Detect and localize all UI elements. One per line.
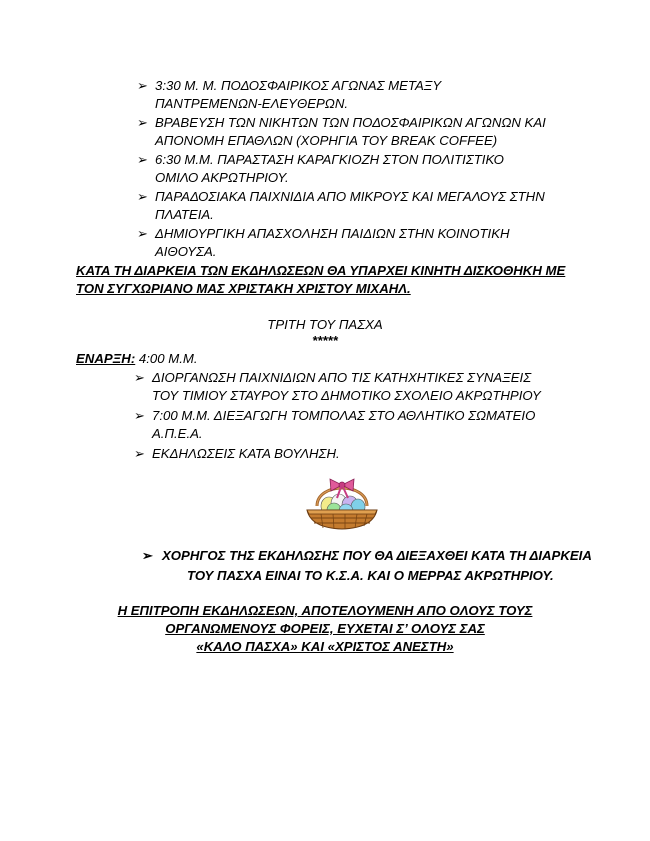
disco-notice: ΚΑΤΑ ΤΗ ΔΙΑΡΚΕΙΑ ΤΩΝ ΕΚΔΗΛΩΣΕΩΝ ΘΑ ΥΠΑΡΧΕΙ ΚΙΝΗΤΗ ΔΙΣΚΟΘΗΚΗ ΜΕ ΤΟΝ ΣΥΓΧΩΡΙΑΝΟ ΜΑΣ ΧΡΙΣΤΑΚΗ ΧΡΙΣΤΟΥ ΜΙΧΑΗΛ. [76, 263, 566, 296]
list-item-text: ΔΗΜΙΟΥΡΓΙΚΗ ΑΠΑΣΧΟΛΗΣΗ ΠΑΙΔΙΩΝ ΣΤΗΝ ΚΟΙΝΟΤΙΚΗ ΑΙΘΟΥΣΑ. [155, 226, 510, 259]
arrow-bullet-icon: ➢ [137, 78, 148, 93]
arrow-bullet-icon: ➢ [134, 446, 145, 461]
list-item [137, 225, 547, 261]
start-time-line [76, 350, 376, 368]
arrow-bullet-icon: ➢ [134, 370, 145, 385]
list-item-text: ΠΑΡΑΔΟΣΙΑΚΑ ΠΑΙΧΝΙΔΙΑ ΑΠΟ ΜΙΚΡΟΥΣ ΚΑΙ ΜΕΓΑΛΟΥΣ ΣΤΗΝ ΠΛΑΤΕΙΑ. [155, 189, 545, 222]
list-item [134, 407, 554, 443]
closing-line-2: ΟΡΓΑΝΩΜΕΝΟΥΣ ΦΟΡΕΙΣ, ΕΥΧΕΤΑΙ Σ’ ΟΛΟΥΣ ΣΑΣ [165, 621, 485, 636]
arrow-bullet-icon: ➢ [137, 152, 148, 167]
arrow-bullet-icon: ➢ [137, 189, 148, 204]
list-item-text: ΒΡΑΒΕΥΣΗ ΤΩΝ ΝΙΚΗΤΩΝ ΤΩΝ ΠΟΔΟΣΦΑΙΡΙΚΩΝ ΑΓΩΝΩΝ ΚΑΙ ΑΠΟΝΟΜΗ ΕΠΑΘΛΩΝ (ΧΟΡΗΓΙΑ ΤΟΥ BREAK COFFEE) [155, 115, 546, 148]
closing-line-3: «ΚΑΛΟ ΠΑΣΧΑ» ΚΑΙ «ΧΡΙΣΤΟΣ ΑΝΕΣΤΗ» [196, 639, 454, 654]
arrow-bullet-icon: ➢ [142, 548, 153, 563]
list-item-text: ΔΙΟΡΓΑΝΩΣΗ ΠΑΙΧΝΙΔΙΩΝ ΑΠΟ ΤΙΣ ΚΑΤΗΧΗΤΙΚΕΣ ΣΥΝΑΞΕΙΣ ΤΟΥ ΤΙΜΙΟΥ ΣΤΑΥΡΟΥ ΣΤΟ ΔΗΜΟΤΙΚΟ ΣΧΟΛΕΙΟ ΑΚΡΩΤΗΡΙΟΥ [152, 370, 541, 403]
closing-line-1: Η ΕΠΙΤΡΟΠΗ ΕΚΔΗΛΩΣΕΩΝ, ΑΠΟΤΕΛΟΥΜΕΝΗ ΑΠΟ ΟΛΟΥΣ ΤΟΥΣ [117, 603, 533, 618]
sponsor-note [142, 547, 612, 585]
list-item-text: ΕΚΔΗΛΩΣΕΙΣ ΚΑΤΑ ΒΟΥΛΗΣΗ. [152, 446, 340, 461]
sponsor-line-1: ΧΟΡΗΓΟΣ ΤΗΣ ΕΚΔΗΛΩΣΗΣ ΠΟΥ ΘΑ ΔΙΕΞΑΧΘΕΙ ΚΑΤΑ ΤΗ ΔΙΑΡΚΕΙΑ [162, 548, 592, 563]
arrow-bullet-icon: ➢ [137, 115, 148, 130]
list-item [137, 77, 547, 113]
arrow-bullet-icon: ➢ [137, 226, 148, 241]
stars-divider: ***** [312, 333, 338, 348]
arrow-bullet-icon: ➢ [134, 408, 145, 423]
first-event-list [137, 77, 547, 262]
list-item-text: 6:30 Μ.Μ. ΠΑΡΑΣΤΑΣΗ ΚΑΡΑΓΚΙΟΖΗ ΣΤΟΝ ΠΟΛΙΤΙΣΤΙΚΟ ΟΜΙΛΟ ΑΚΡΩΤΗΡΙΟΥ. [155, 152, 504, 185]
second-event-list [134, 369, 554, 464]
list-item-text: 7:00 Μ.Μ. ΔΙΕΞΑΓΩΓΗ ΤΟΜΠΟΛΑΣ ΣΤΟ ΑΘΛΗΤΙΚΟ ΣΩΜΑΤΕΙΟ Α.Π.Ε.Α. [152, 408, 536, 441]
easter-basket-icon [303, 476, 381, 532]
list-item [134, 445, 554, 463]
sponsor-line-2: ΤΟΥ ΠΑΣΧΑ ΕΙΝΑΙ ΤΟ Κ.Σ.Α. ΚΑΙ Ο ΜΕΡΡΑΣ ΑΚΡΩΤΗΡΙΟΥ. [187, 568, 554, 583]
start-label: ΕΝΑΡΞΗ: [76, 351, 136, 366]
closing-wishes [90, 602, 560, 656]
list-item-text: 3:30 Μ. Μ. ΠΟΔΟΣΦΑΙΡΙΚΟΣ ΑΓΩΝΑΣ ΜΕΤΑΞΥ ΠΑΝΤΡΕΜΕΝΩΝ-ΕΛΕΥΘΕΡΩΝ. [155, 78, 442, 111]
list-item [137, 188, 547, 224]
list-item [134, 369, 554, 405]
list-item [137, 114, 547, 150]
list-item [137, 151, 547, 187]
day-heading: ΤΡΙΤΗ ΤΟΥ ΠΑΣΧΑ [267, 317, 383, 332]
start-time: 4:00 Μ.Μ. [135, 351, 198, 366]
